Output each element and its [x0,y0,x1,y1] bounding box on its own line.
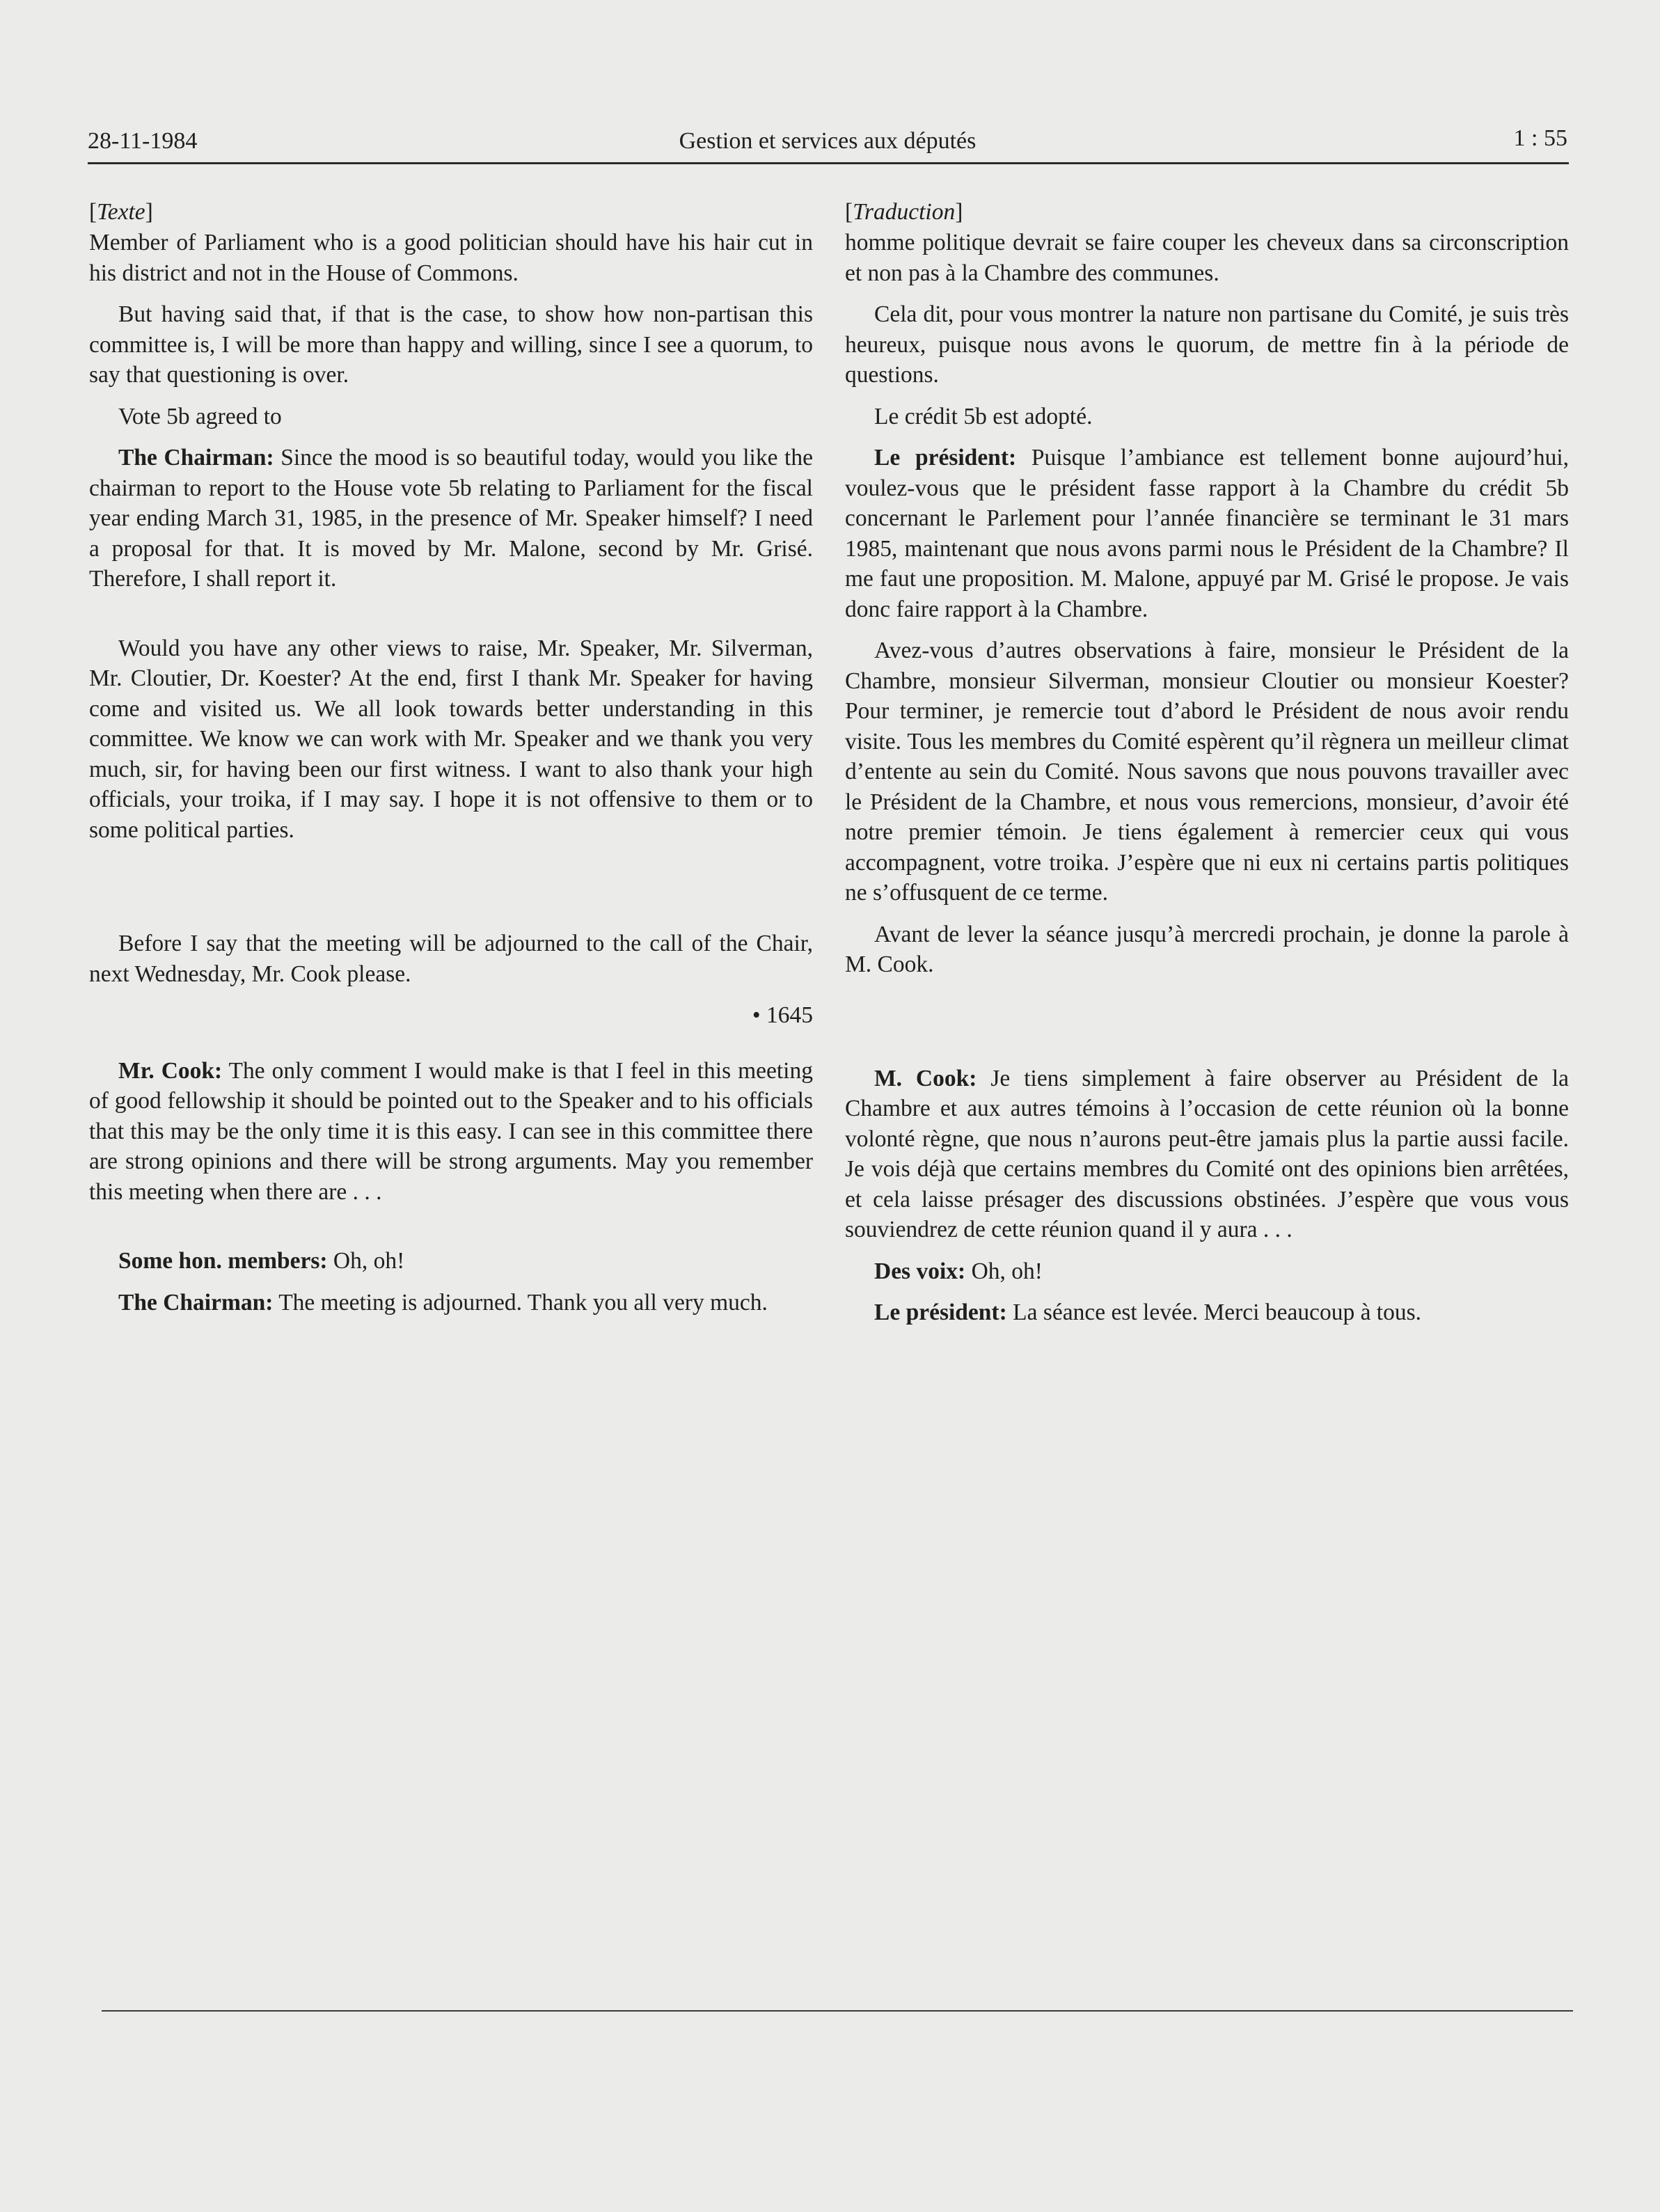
timestamp: • 1645 [752,1002,813,1028]
paragraph: Avant de lever la séance jusqu’à mercredi prochain, je donne la parole à M. Cook. [845,921,1569,977]
speech-text: Puisque l’ambiance est tellement bonne aujourd’hui, voulez-vous que le président fasse rapport à la Chambre du crédit 5b concernant le Parlement pour l’année financière se terminant le 31 mars 1985, maintenant que nous avons parmi nous le Président de la Chambre? Il me faut une proposition. M. Malone, appuyé par M. Grisé le propose. Je vais donc faire rapport à la Chambre. [845,445,1570,622]
header-page-number: 1 : 55 [1513,125,1567,151]
paragraph [845,1297,1569,1328]
speech-text: La séance est levée. Merci beaucoup à tous. [1006,1299,1422,1325]
speaker-name: Some hon. members: [118,1248,328,1274]
text-tag: [Texte] [89,199,153,225]
paragraph [89,1288,813,1318]
paragraph: Member of Parliament who is a good politician should have his hair cut in his district and not in the House of Commons. [89,230,813,286]
paragraph: Le crédit 5b est adopté. [874,403,1093,429]
header-date: 28-11-1984 [88,128,198,154]
speaker-name: Le président: [874,445,1017,471]
speaker-name: M. Cook: [874,1065,977,1091]
speech-text: Since the mood is so beautiful today, would you like the chairman to report to the House vote 5b relating to Parliament for the fiscal year ending March 31, 1985, in the presence of Mr. Speaker himself? I need a proposal for that. It is moved by Mr. Malone, second by Mr. Grisé. Therefore, I shall report it. [89,445,813,592]
speech-text: The only comment I would make is that I feel in this meeting of good fellowship it should be pointed out to the Speaker and to his officials that this may be the only time it is this easy. I can see in this committee there are strong opinions and there will be strong arguments. May you remember this meeting when there are . . . [89,1057,813,1205]
paragraph [845,1256,1569,1287]
paragraph [845,1064,1569,1245]
paragraph [89,443,813,594]
header-title: Gestion et services aux députés [679,128,977,154]
paragraph [89,1056,813,1208]
speech-text: Oh, oh! [965,1258,1043,1284]
paragraph: homme politique devrait se faire couper les cheveux dans sa circonscription et non pas à la Chambre des communes. [845,230,1569,286]
speaker-name: The Chairman: [118,445,274,471]
speaker-name: Le président: [874,1299,1007,1325]
paragraph: Before I say that the meeting will be adjourned to the call of the Chair, next Wednesday, Mr. Cook please. [89,931,813,987]
english-column [89,196,813,1329]
speech-text: Oh, oh! [327,1248,405,1274]
speaker-name: The Chairman: [118,1289,274,1316]
paragraph: Cela dit, pour vous montrer la nature non partisane du Comité, je suis très heureux, puisque nous avons le quorum, de mettre fin à la période de questions. [845,301,1569,388]
speaker-name: Mr. Cook: [118,1057,223,1084]
paragraph: Vote 5b agreed to [118,403,282,429]
translation-tag: [Traduction] [845,199,963,225]
paragraph: Would you have any other views to raise, Mr. Speaker, Mr. Silverman, Mr. Cloutier, Dr. Koester? At the end, first I thank Mr. Speaker for having come and visited us. We all look towards better understanding in this committee. We know we can work with Mr. Speaker and we thank you very much, sir, for having been our first witness. I want to also thank your high officials, your troika, if I may say. I hope it is not offensive to them or to some political parties. [89,635,813,843]
footer-rule [102,2010,1573,2012]
french-column [845,196,1569,1339]
speech-text: The meeting is adjourned. Thank you all very much. [273,1289,768,1316]
speaker-name: Des voix: [874,1258,966,1284]
paragraph [89,1246,813,1277]
paragraph [845,443,1569,624]
speech-text: Je tiens simplement à faire observer au Président de la Chambre et aux autres témoins à l’occasion de cette réunion où la bonne volonté règne, que nous n’aurons peut-être jamais plus la partie aussi facile. Je vois déjà que certains membres du Comité ont des opinions bien arrêtées, et cela laisse présager des discussions obstinées. J’espère que vous vous souviendrez de cette réunion quand il y aura . . . [845,1065,1569,1242]
paragraph: Avez-vous d’autres observations à faire, monsieur le Président de la Chambre, monsieur Silverman, monsieur Cloutier ou monsieur Koester? Pour terminer, je remercie tout d’abord le Président de nous avoir rendu visite. Tous les membres du Comité espèrent qu’il règnera un meilleur climat d’entente au sein du Comité. Nous savons que nous pouvons travailler avec le Président de la Chambre, et nous vous remercions, monsieur, d’avoir été notre premier témoin. Je tiens également à remercier ceux qui vous accompagnent, votre troika. J’espère que ni eux ni certains partis politiques ne s’offusquent de ce terme. [845,638,1569,906]
paragraph: But having said that, if that is the case, to show how non-partisan this committee is, I will be more than happy and willing, since I see a quorum, to say that questioning is over. [89,301,813,388]
header-rule [88,162,1569,164]
running-header [88,123,1567,164]
